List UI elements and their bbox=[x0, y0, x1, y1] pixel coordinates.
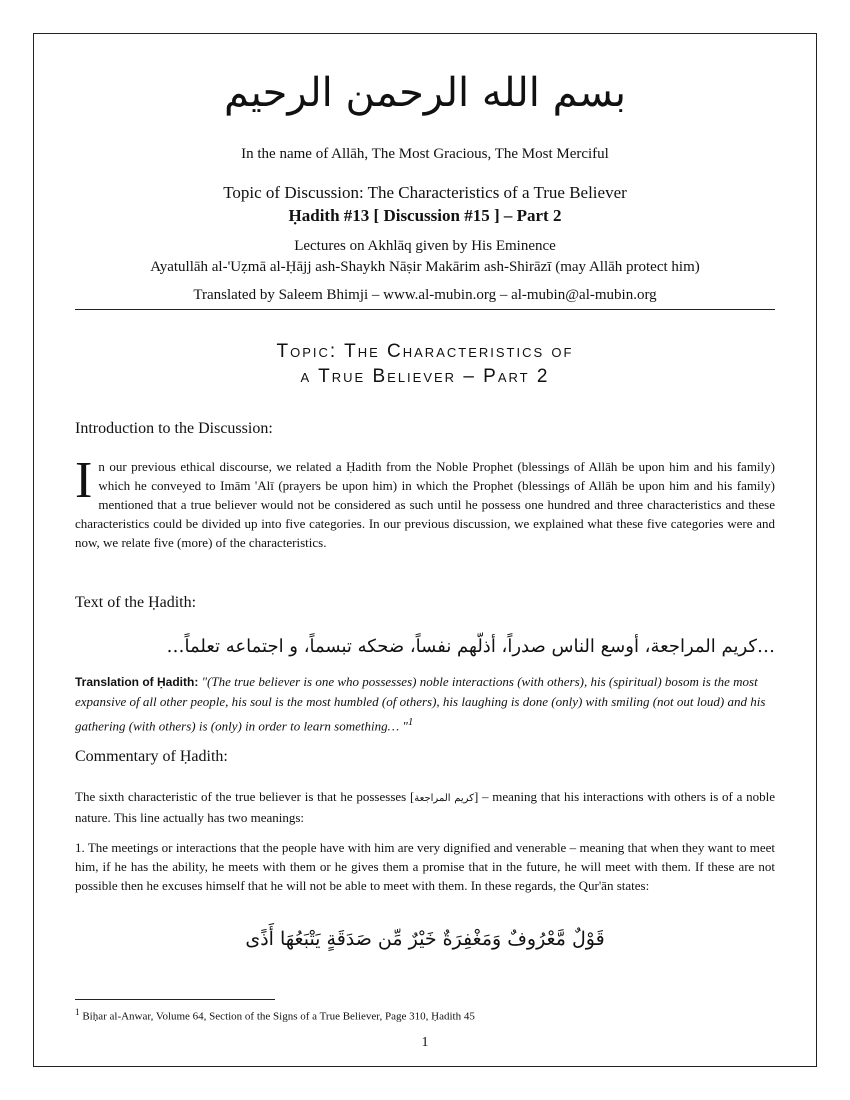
translator-line: Translated by Saleem Bhimji – www.al-mubin.org – al-mubin@al-mubin.org bbox=[193, 287, 657, 303]
commentary-paragraph-2: 1. The meetings or interactions that the people have with him are very dignified and venerable – meaning that when they want to meet him, if he has the ability, he meets with them or he gives them a promise that in the future, he will meet with them. If these are not possible then he excuses himself that he will not be able to meet with them. In these regards, the Qur'ān states: bbox=[75, 840, 775, 893]
lectures-line-1: Lectures on Akhlāq given by His Eminence bbox=[294, 238, 556, 254]
para1-arabic: كريم المراجعة bbox=[414, 793, 474, 804]
intro-heading: Introduction to the Discussion: bbox=[75, 420, 273, 437]
para1-part-a: The sixth characteristic of the true believer is that he possesses [ bbox=[75, 789, 415, 804]
basmala-calligraphy: بسم الله الرحمن الرحيم bbox=[223, 70, 627, 116]
footnote-ref: 1 bbox=[407, 716, 414, 728]
text-of-hadith-heading: Text of the Ḥadith: bbox=[75, 594, 197, 611]
topic-line: Topic of Discussion: The Characteristics of a True Believer bbox=[223, 183, 627, 202]
footnote-divider bbox=[75, 999, 275, 1000]
in-the-name-line: In the name of Allāh, The Most Gracious, The Most Merciful bbox=[241, 146, 609, 162]
lectures-line-2: Ayatullāh al-'Uẓmā al-Ḥājj ash-Shaykh Nāṣir Makārim ash-Shirāzī (may Allāh protect him) bbox=[150, 259, 700, 275]
footnote bbox=[75, 1007, 475, 1023]
intro-paragraph bbox=[75, 452, 775, 552]
drop-cap: I bbox=[75, 452, 93, 509]
para1-part-b: ] – meaning that his interactions with others is of a noble nature. This line actually has two meanings: bbox=[75, 789, 775, 825]
quran-verse: قَوْلٌ مَّعْرُوفٌ وَمَغْفِرَةٌ خَيْرٌ مِّن صَدَقَةٍ يَتْبَعُهَا أَذًى bbox=[245, 928, 605, 950]
hadith-translation bbox=[75, 672, 775, 736]
headline-line-1: Topic: The Characteristics of bbox=[276, 341, 574, 362]
hadith-number-line: Ḥadith #13 [ Discussion #15 ] – Part 2 bbox=[288, 206, 562, 225]
footnote-number: 1 bbox=[75, 1007, 80, 1017]
page-number: 1 bbox=[421, 1035, 429, 1050]
hadith-arabic-text: …كريم المراجعة، أوسع الناس صدراً، أذلّهم نفساً، ضحكه تبسماً، و اجتماعه تعلماً… bbox=[166, 636, 775, 657]
translation-label: Translation of Ḥadith: bbox=[75, 675, 199, 689]
commentary-heading: Commentary of Ḥadith: bbox=[75, 748, 228, 765]
header-divider bbox=[75, 309, 775, 310]
headline-line-2: a True Believer – Part 2 bbox=[300, 366, 550, 387]
commentary-paragraph-1 bbox=[75, 787, 775, 827]
translation-text: "(The true believer is one who possesses) noble interactions (with others), his (spiritual) bosom is the most expansive of all other people, his soul is the most humbled (of others), his laughing is done (only) with smiling (not out loud) and his gathering (with others) is (only) in order to learn something… " bbox=[75, 674, 766, 734]
footnote-text: Biḥar al-Anwar, Volume 64, Section of the Signs of a True Believer, Page 310, Ḥadith 45 bbox=[79, 1010, 475, 1023]
intro-body: n our previous ethical discourse, we related a Ḥadith from the Noble Prophet (blessings of Allāh be upon him and his family) which he conveyed to Imām 'Alī (prayers be upon him) in which the Prophet (blessings of Allāh be upon him and his family) mentioned that a true believer would not be considered as such until he possess one hundred and three characteristics and these characteristics could be divided up into five categories. In our previous discussion, we explained what these five categories were and now, we relate five (more) of the characteristics. bbox=[75, 459, 775, 550]
